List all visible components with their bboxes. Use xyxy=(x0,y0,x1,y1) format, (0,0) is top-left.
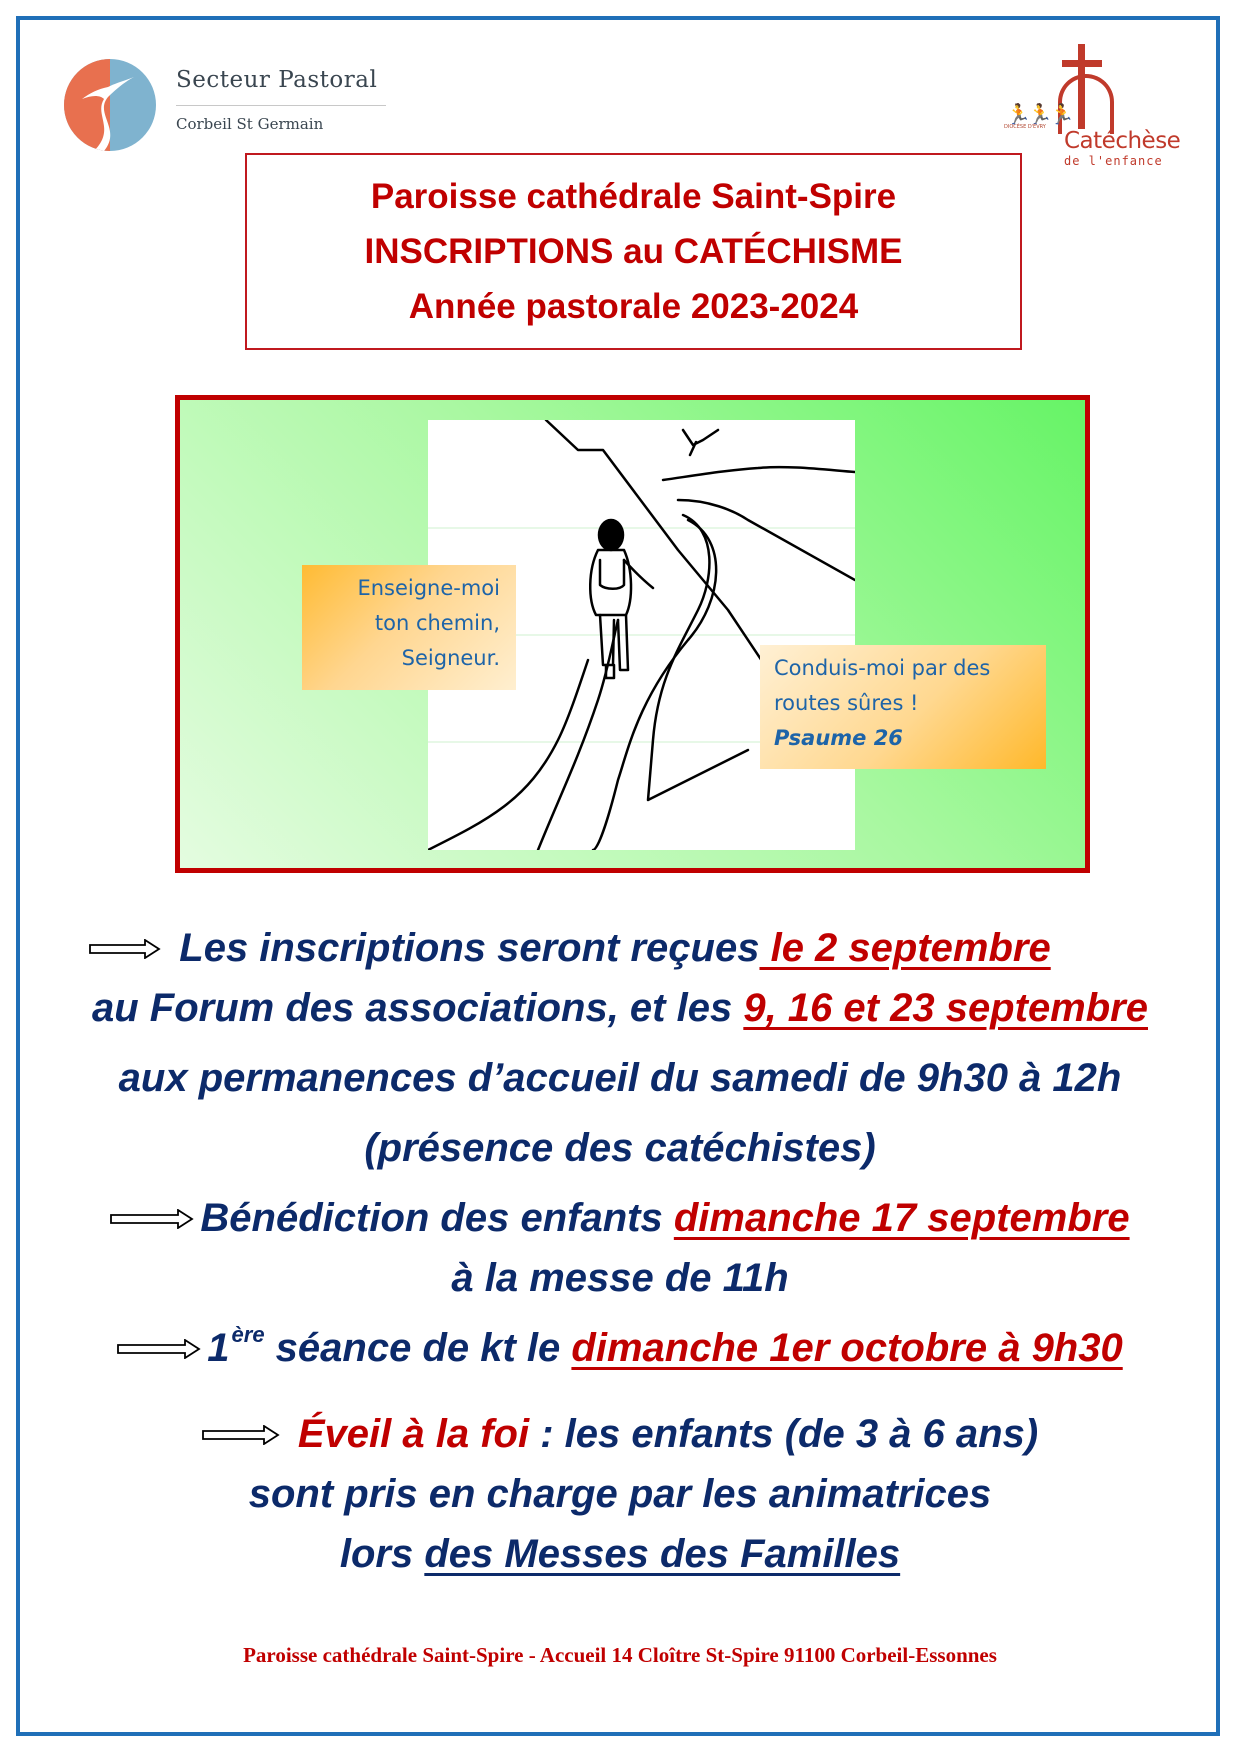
arrow-right-icon xyxy=(89,924,161,969)
catechese-logo xyxy=(1000,40,1181,175)
catechese-title: Catéchèse xyxy=(1064,128,1181,154)
inscriptions-line2 xyxy=(0,986,1240,1031)
benediction-date: dimanche 17 septembre xyxy=(673,1196,1130,1240)
quote-right-line2: routes sûres ! xyxy=(774,691,919,715)
seance-line xyxy=(0,1322,1240,1373)
messes-familles: des Messes des Familles xyxy=(424,1532,901,1576)
diocese-label: DIOCÈSE D'ÉVRY xyxy=(1004,124,1046,130)
eveil-line1 xyxy=(0,1412,1240,1459)
dove-circle-icon xyxy=(64,59,156,151)
title-box xyxy=(245,153,1022,350)
title-parish: Paroisse cathédrale Saint-Spire xyxy=(370,177,897,216)
inscriptions-text: Les inscriptions seront reçues xyxy=(179,926,760,970)
inscriptions-line4: (présence des catéchistes) xyxy=(364,1126,876,1170)
seance-date: dimanche 1er octobre à 9h30 xyxy=(571,1326,1123,1370)
arrow-right-icon xyxy=(117,1324,201,1369)
footer-address: Paroisse cathédrale Saint-Spire - Accueil 14 Cloître St-Spire 91100 Corbeil-Essonnes xyxy=(243,1643,997,1667)
quote-right-line1: Conduis-moi par des xyxy=(774,656,991,680)
logo-divider xyxy=(176,105,386,106)
quote-bubble-left xyxy=(302,565,516,690)
quote-left-line2: ton chemin, xyxy=(374,611,500,635)
cross-bar xyxy=(1062,60,1102,67)
running-children-icon: 🏃🏃🏃 xyxy=(1006,102,1072,126)
title-inscriptions: INSCRIPTIONS au CATÉCHISME xyxy=(364,232,903,271)
illustration-frame xyxy=(175,395,1090,873)
secteur-pastoral-subtitle: Corbeil St Germain xyxy=(176,115,324,133)
eveil-label: Éveil à la foi xyxy=(297,1412,530,1456)
quote-left-line1: Enseigne-moi xyxy=(357,576,500,600)
catechese-subtitle: de l'enfance xyxy=(1064,154,1163,168)
benediction-line1 xyxy=(0,1196,1240,1243)
forum-text: au Forum des associations, et les xyxy=(92,986,744,1030)
seance-text: séance de kt le xyxy=(264,1326,572,1370)
benediction-line2: à la messe de 11h xyxy=(451,1256,789,1300)
secteur-pastoral-title: Secteur Pastoral xyxy=(176,67,378,93)
quote-left-line3: Seigneur. xyxy=(401,646,500,670)
eveil-text: : les enfants (de 3 à 6 ans) xyxy=(529,1412,1039,1456)
quote-bubble-right xyxy=(760,645,1046,769)
inscriptions-line3: aux permanences d’accueil du samedi de 9h30 à 12h xyxy=(118,1056,1122,1100)
benediction-text: Bénédiction des enfants xyxy=(200,1196,674,1240)
secteur-pastoral-logo xyxy=(60,55,400,155)
inscriptions-line1 xyxy=(0,926,1240,973)
eveil-prefix: lors xyxy=(339,1532,425,1576)
permanence-dates: 9, 16 et 23 septembre xyxy=(743,986,1148,1030)
arrow-right-icon xyxy=(110,1194,194,1239)
seance-number: 1 xyxy=(207,1326,230,1370)
eveil-line2: sont pris en charge par les animatrices xyxy=(248,1472,992,1516)
title-year: Année pastorale 2023-2024 xyxy=(408,287,859,326)
inscriptions-date: le 2 septembre xyxy=(759,926,1051,970)
arrow-right-icon xyxy=(202,1410,280,1455)
psalm-reference: Psaume 26 xyxy=(774,726,903,750)
seance-ordinal: ère xyxy=(231,1322,265,1347)
eveil-line3 xyxy=(0,1532,1240,1577)
